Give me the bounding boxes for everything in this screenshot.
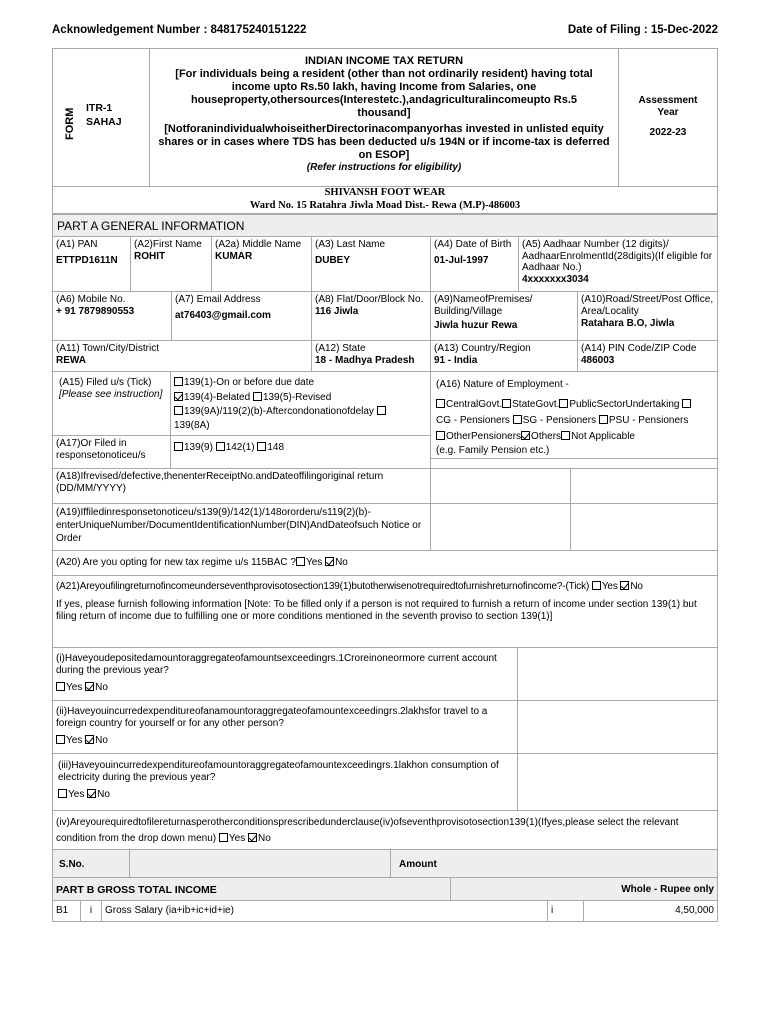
a18-label-cell: (A18)Ifrevised/defective,thenenterReceiptNo.andDateoffilingoriginal return (DD/MM/YYYY) bbox=[52, 468, 431, 504]
form-title-main: INDIAN INCOME TAX RETURN bbox=[304, 55, 464, 67]
question-4-text: (iv)Areyourequiredtofilereturnasperotherconditionsprescribedunderclause(iv)ofseventhprovisotosection139(1)(Ifyes,please select the relevant condition from the drop down menu) bbox=[56, 817, 679, 844]
a20-no-label: No bbox=[335, 557, 348, 568]
checkbox-a20-no[interactable] bbox=[325, 557, 334, 566]
checkbox-139-5[interactable] bbox=[253, 392, 262, 401]
mobile-value: + 91 7879890553 bbox=[56, 306, 135, 317]
emp-others-label: Others bbox=[531, 431, 562, 442]
form-vertical-label: FORM bbox=[64, 107, 76, 140]
b1-value: 4,50,000 bbox=[583, 900, 718, 922]
question-3-answer-field[interactable] bbox=[517, 753, 718, 811]
b1-label: Gross Salary (ia+ib+ic+id+ie) bbox=[101, 900, 548, 922]
town-value: REWA bbox=[56, 355, 86, 366]
state-label: (A12) State bbox=[315, 343, 366, 354]
a17-options-cell bbox=[170, 435, 431, 469]
a17-opt3-label: 148 bbox=[267, 442, 285, 453]
a19-label-cell: (A19)Iffiledinresponsetonoticeu/s139(9)/142(1)/148ororderu/s119(2)(b)- enterUniqueNumber/DocumentIdentificationNumber(DIN)AndDateofsuch Notice or Order bbox=[52, 503, 431, 551]
a17-label-cell: (A17)Or Filed in responsetonoticeu/s bbox=[52, 435, 171, 469]
emp-sg-pen-label: SG - Pensioners bbox=[522, 415, 597, 426]
pin-value: 486003 bbox=[581, 355, 615, 366]
b1-ref: i bbox=[547, 900, 584, 922]
checkbox-q1-no[interactable] bbox=[85, 682, 94, 691]
a21-label: (A21)Areyoufilingreturnofincomeunderseventhprovisotosection139(1)butotherwisenotrequiredtofurnishreturnofincome?-(Tick) bbox=[56, 581, 590, 592]
pan-cell bbox=[52, 236, 131, 292]
last-name-value: DUBEY bbox=[315, 255, 351, 266]
checkbox-139-9[interactable] bbox=[174, 442, 183, 451]
a18-receipt-field[interactable] bbox=[430, 468, 571, 504]
state-value: 18 - Madhya Pradesh bbox=[315, 355, 415, 366]
email-cell bbox=[171, 291, 312, 341]
country-value: 91 - India bbox=[434, 355, 478, 366]
emp-other-pen-label: OtherPensioners bbox=[446, 431, 522, 442]
assessment-year-value: 2022-23 bbox=[649, 127, 687, 138]
road-value: Ratahara B.O, Jiwla bbox=[581, 318, 675, 329]
checkbox-q3-yes[interactable] bbox=[58, 789, 67, 798]
road-label: (A10)Road/Street/Post Office, Area/Locality bbox=[581, 294, 714, 317]
emp-state-label: StateGovt. bbox=[512, 399, 560, 410]
country-cell bbox=[430, 340, 578, 372]
middle-name-value: KUMAR bbox=[215, 251, 253, 262]
q4-no-label: No bbox=[257, 832, 271, 844]
taxpayer-name: SHIVANSH FOOT WEAR bbox=[324, 187, 446, 198]
filed-us-options-cell bbox=[170, 371, 431, 436]
country-label: (A13) Country/Region bbox=[434, 343, 531, 354]
question-2-answer-field[interactable] bbox=[517, 700, 718, 754]
middle-name-label: (A2a) Middle Name bbox=[215, 239, 302, 250]
a17-opt2-label: 142(1) bbox=[225, 442, 255, 453]
question-1-text: (i)Haveyoudepositedamountoraggregateofamountsexceedingrs.1Croreinoneormore current account during the previous year? bbox=[56, 653, 497, 676]
question-1-cell bbox=[52, 647, 518, 701]
email-label: (A7) Email Address bbox=[175, 294, 261, 305]
amount-header: Amount bbox=[390, 849, 718, 878]
option-139-4-label: 139(4)-Belated bbox=[184, 391, 251, 403]
q2-yes-label: Yes bbox=[66, 735, 83, 746]
checkbox-q2-no[interactable] bbox=[85, 735, 94, 744]
part-a-title: PART A GENERAL INFORMATION bbox=[52, 214, 718, 237]
form-code bbox=[86, 101, 122, 129]
q1-yes-label: Yes bbox=[66, 682, 83, 693]
q4-yes-label: Yes bbox=[228, 832, 246, 844]
taxpayer-address: Ward No. 15 Ratahra Jiwla Moad Dist.- Rewa (M.P)-486003 bbox=[249, 199, 521, 211]
a19-din-field[interactable] bbox=[430, 503, 571, 551]
option-139-8a: 139(8A) bbox=[174, 419, 210, 431]
checkbox-others[interactable] bbox=[521, 431, 530, 440]
checkbox-a21-no[interactable] bbox=[620, 581, 629, 590]
form-code-number: ITR-1 bbox=[86, 102, 113, 114]
mobile-cell bbox=[52, 291, 172, 341]
form-code-name: SAHAJ bbox=[86, 116, 122, 129]
option-139-9a-label: 139(9A)/119(2)(b)-Aftercondonationofdelay bbox=[184, 406, 374, 417]
checkbox-a21-yes[interactable] bbox=[592, 581, 601, 590]
checkbox-142-1[interactable] bbox=[216, 442, 225, 451]
emp-na-label: Not Applicable bbox=[571, 431, 635, 442]
assessment-year-box bbox=[618, 48, 718, 187]
employment-label: (A16) Nature of Employment - bbox=[436, 379, 569, 390]
pin-cell bbox=[577, 340, 718, 372]
a20-cell bbox=[52, 550, 718, 576]
question-2-cell bbox=[52, 700, 518, 754]
checkbox-q3-no[interactable] bbox=[87, 789, 96, 798]
pin-label: (A14) PIN Code/ZIP Code bbox=[581, 343, 697, 354]
last-name-cell bbox=[311, 236, 431, 292]
a21-cell bbox=[52, 575, 718, 648]
first-name-cell bbox=[130, 236, 212, 292]
option-139-1-label: 139(1)-On or before due date bbox=[184, 377, 315, 388]
checkbox-139-4[interactable] bbox=[174, 392, 183, 401]
q1-no-label: No bbox=[95, 682, 108, 693]
checkbox-a20-yes[interactable] bbox=[296, 557, 305, 566]
a18-date-field[interactable] bbox=[570, 468, 718, 504]
checkbox-q4-no[interactable] bbox=[248, 833, 257, 842]
dob-label: (A4) Date of Birth bbox=[434, 239, 512, 250]
pan-value: ETTPD1611N bbox=[56, 255, 118, 266]
a20-yes-label: Yes bbox=[305, 557, 323, 568]
flat-label: (A8) Flat/Door/Block No. bbox=[315, 294, 424, 305]
option-139-9a[interactable] bbox=[174, 405, 427, 420]
checkbox-state-govt[interactable] bbox=[502, 399, 511, 408]
description-header bbox=[129, 849, 391, 878]
premises-value: Jiwla huzur Rewa bbox=[434, 320, 518, 331]
checkbox-139-8a[interactable] bbox=[377, 406, 386, 415]
top-bar bbox=[52, 24, 718, 40]
form-title-refer: (Refer instructions for eligibility) bbox=[306, 161, 462, 173]
first-name-label: (A2)First Name bbox=[134, 239, 202, 250]
form-title-desc: [For individuals being a resident (other than not ordinarily resident) having total income upto Rs.50 lakh, having Income from Salaries, one houseproperty,othersources(Interestetc.),andagriculturalincomeupto Rs.5 thousand] bbox=[175, 67, 593, 119]
dob-value: 01-Jul-1997 bbox=[434, 255, 489, 266]
checkbox-psu[interactable] bbox=[559, 399, 568, 408]
emp-example: (e.g. Family Pension etc.) bbox=[436, 445, 550, 456]
aadhaar-label: (A5) Aadhaar Number (12 digits)/ AadhaarEnrolmentId(28digits)(If eligible for Aadhaar No.) bbox=[522, 239, 713, 273]
acknowledgement-number: Acknowledgement Number : 848175240151222 bbox=[52, 24, 307, 36]
question-4-cell bbox=[52, 810, 718, 850]
middle-name-cell bbox=[211, 236, 312, 292]
question-1-answer-field[interactable] bbox=[517, 647, 718, 701]
premises-cell bbox=[430, 291, 578, 341]
checkbox-cg-pensioners[interactable] bbox=[682, 399, 691, 408]
question-2-text: (ii)Haveyouincurredexpenditureofanamountoraggregateofamountexceedingrs.2lakhsfor travel to a foreign country for yourself or for any other person? bbox=[56, 706, 488, 729]
question-3-text: (iii)Haveyouincurredexpenditureofamountoraggregateofamountexceedingrs.1lakhon consumption of electricity during the previous year? bbox=[58, 760, 499, 783]
a21-yes-label: Yes bbox=[601, 581, 618, 592]
checkbox-psu-pensioners[interactable] bbox=[599, 415, 608, 424]
mobile-label: (A6) Mobile No. bbox=[56, 294, 126, 305]
checkbox-139-9a[interactable] bbox=[174, 406, 183, 415]
a21-no-label: No bbox=[630, 581, 643, 592]
option-139-5-label: 139(5)-Revised bbox=[262, 391, 332, 403]
q3-yes-label: Yes bbox=[68, 789, 85, 800]
option-139-4[interactable] bbox=[174, 391, 427, 406]
checkbox-q2-yes[interactable] bbox=[56, 735, 65, 744]
a17-opt1-label: 139(9) bbox=[184, 442, 213, 453]
assessment-year-label: Assessment Year bbox=[638, 95, 698, 118]
part-b-title: PART B GROSS TOTAL INCOME bbox=[52, 877, 451, 901]
flat-value: 116 Jiwla bbox=[315, 306, 359, 317]
taxpayer-strip bbox=[52, 186, 718, 214]
filed-us-label: (A15) Filed u/s (Tick) bbox=[59, 377, 152, 388]
filed-us-note: [Please see instruction] bbox=[59, 389, 163, 400]
b1-code: B1 bbox=[52, 900, 81, 922]
checkbox-q1-yes[interactable] bbox=[56, 682, 65, 691]
first-name-value: ROHIT bbox=[134, 251, 166, 262]
dob-cell bbox=[430, 236, 519, 292]
checkbox-central-govt[interactable] bbox=[436, 399, 445, 408]
road-cell bbox=[577, 291, 718, 341]
checkbox-other-pensioners[interactable] bbox=[436, 431, 445, 440]
a21-info: If yes, please furnish following information [Note: To be filled only if a person is not required to furnish a return of income under section 139(1) but filing return of income due to fulfilling one or more conditions mentioned in the seventh proviso to section 139(1)] bbox=[56, 598, 697, 622]
sno-header: S.No. bbox=[52, 849, 130, 878]
emp-central-label: CentralGovt. bbox=[446, 399, 503, 410]
state-cell bbox=[311, 340, 431, 372]
form-title-not-for: [NotforanindividualwhoiseitherDirectorinacompanyorhas invested in unlisted equity shares or in cases where TDS has been deducted u/s 194N or if income-tax is deferred on ESOP] bbox=[158, 122, 610, 161]
checkbox-sg-pensioners[interactable] bbox=[513, 415, 522, 424]
a20-label: (A20) Are you opting for new tax regime u/s 115BAC ? bbox=[56, 557, 296, 568]
a19-date-field[interactable] bbox=[570, 503, 718, 551]
checkbox-q4-yes[interactable] bbox=[219, 833, 228, 842]
flat-cell bbox=[311, 291, 431, 341]
premises-label: (A9)NameofPremises/ Building/Village bbox=[434, 294, 533, 317]
checkbox-148[interactable] bbox=[257, 442, 266, 451]
checkbox-not-applicable[interactable] bbox=[561, 431, 570, 440]
employment-cell bbox=[430, 371, 718, 459]
aadhaar-value: 4xxxxxxx3034 bbox=[522, 273, 589, 285]
q3-no-label: No bbox=[97, 789, 110, 800]
b1-sub: i bbox=[80, 900, 102, 922]
question-3-cell bbox=[52, 753, 518, 811]
date-of-filing: Date of Filing : 15-Dec-2022 bbox=[567, 24, 718, 36]
aadhaar-cell bbox=[518, 236, 718, 292]
email-value: at76403@gmail.com bbox=[175, 310, 271, 321]
option-139-1[interactable] bbox=[174, 376, 427, 391]
filed-us-label-cell bbox=[52, 371, 171, 436]
form-title-box bbox=[149, 48, 619, 187]
last-name-label: (A3) Last Name bbox=[315, 239, 386, 250]
town-cell bbox=[52, 340, 312, 372]
town-label: (A11) Town/City/District bbox=[56, 343, 159, 354]
q2-no-label: No bbox=[95, 735, 108, 746]
emp-psu-label: PublicSectorUndertaking bbox=[569, 399, 680, 410]
pan-label: (A1) PAN bbox=[56, 239, 98, 250]
checkbox-139-1[interactable] bbox=[174, 377, 183, 386]
part-b-whole-rupee: Whole - Rupee only bbox=[450, 877, 718, 901]
emp-cg-pen-label: CG - Pensioners bbox=[436, 415, 510, 426]
emp-psu-pen-label: PSU - Pensioners bbox=[608, 415, 689, 426]
